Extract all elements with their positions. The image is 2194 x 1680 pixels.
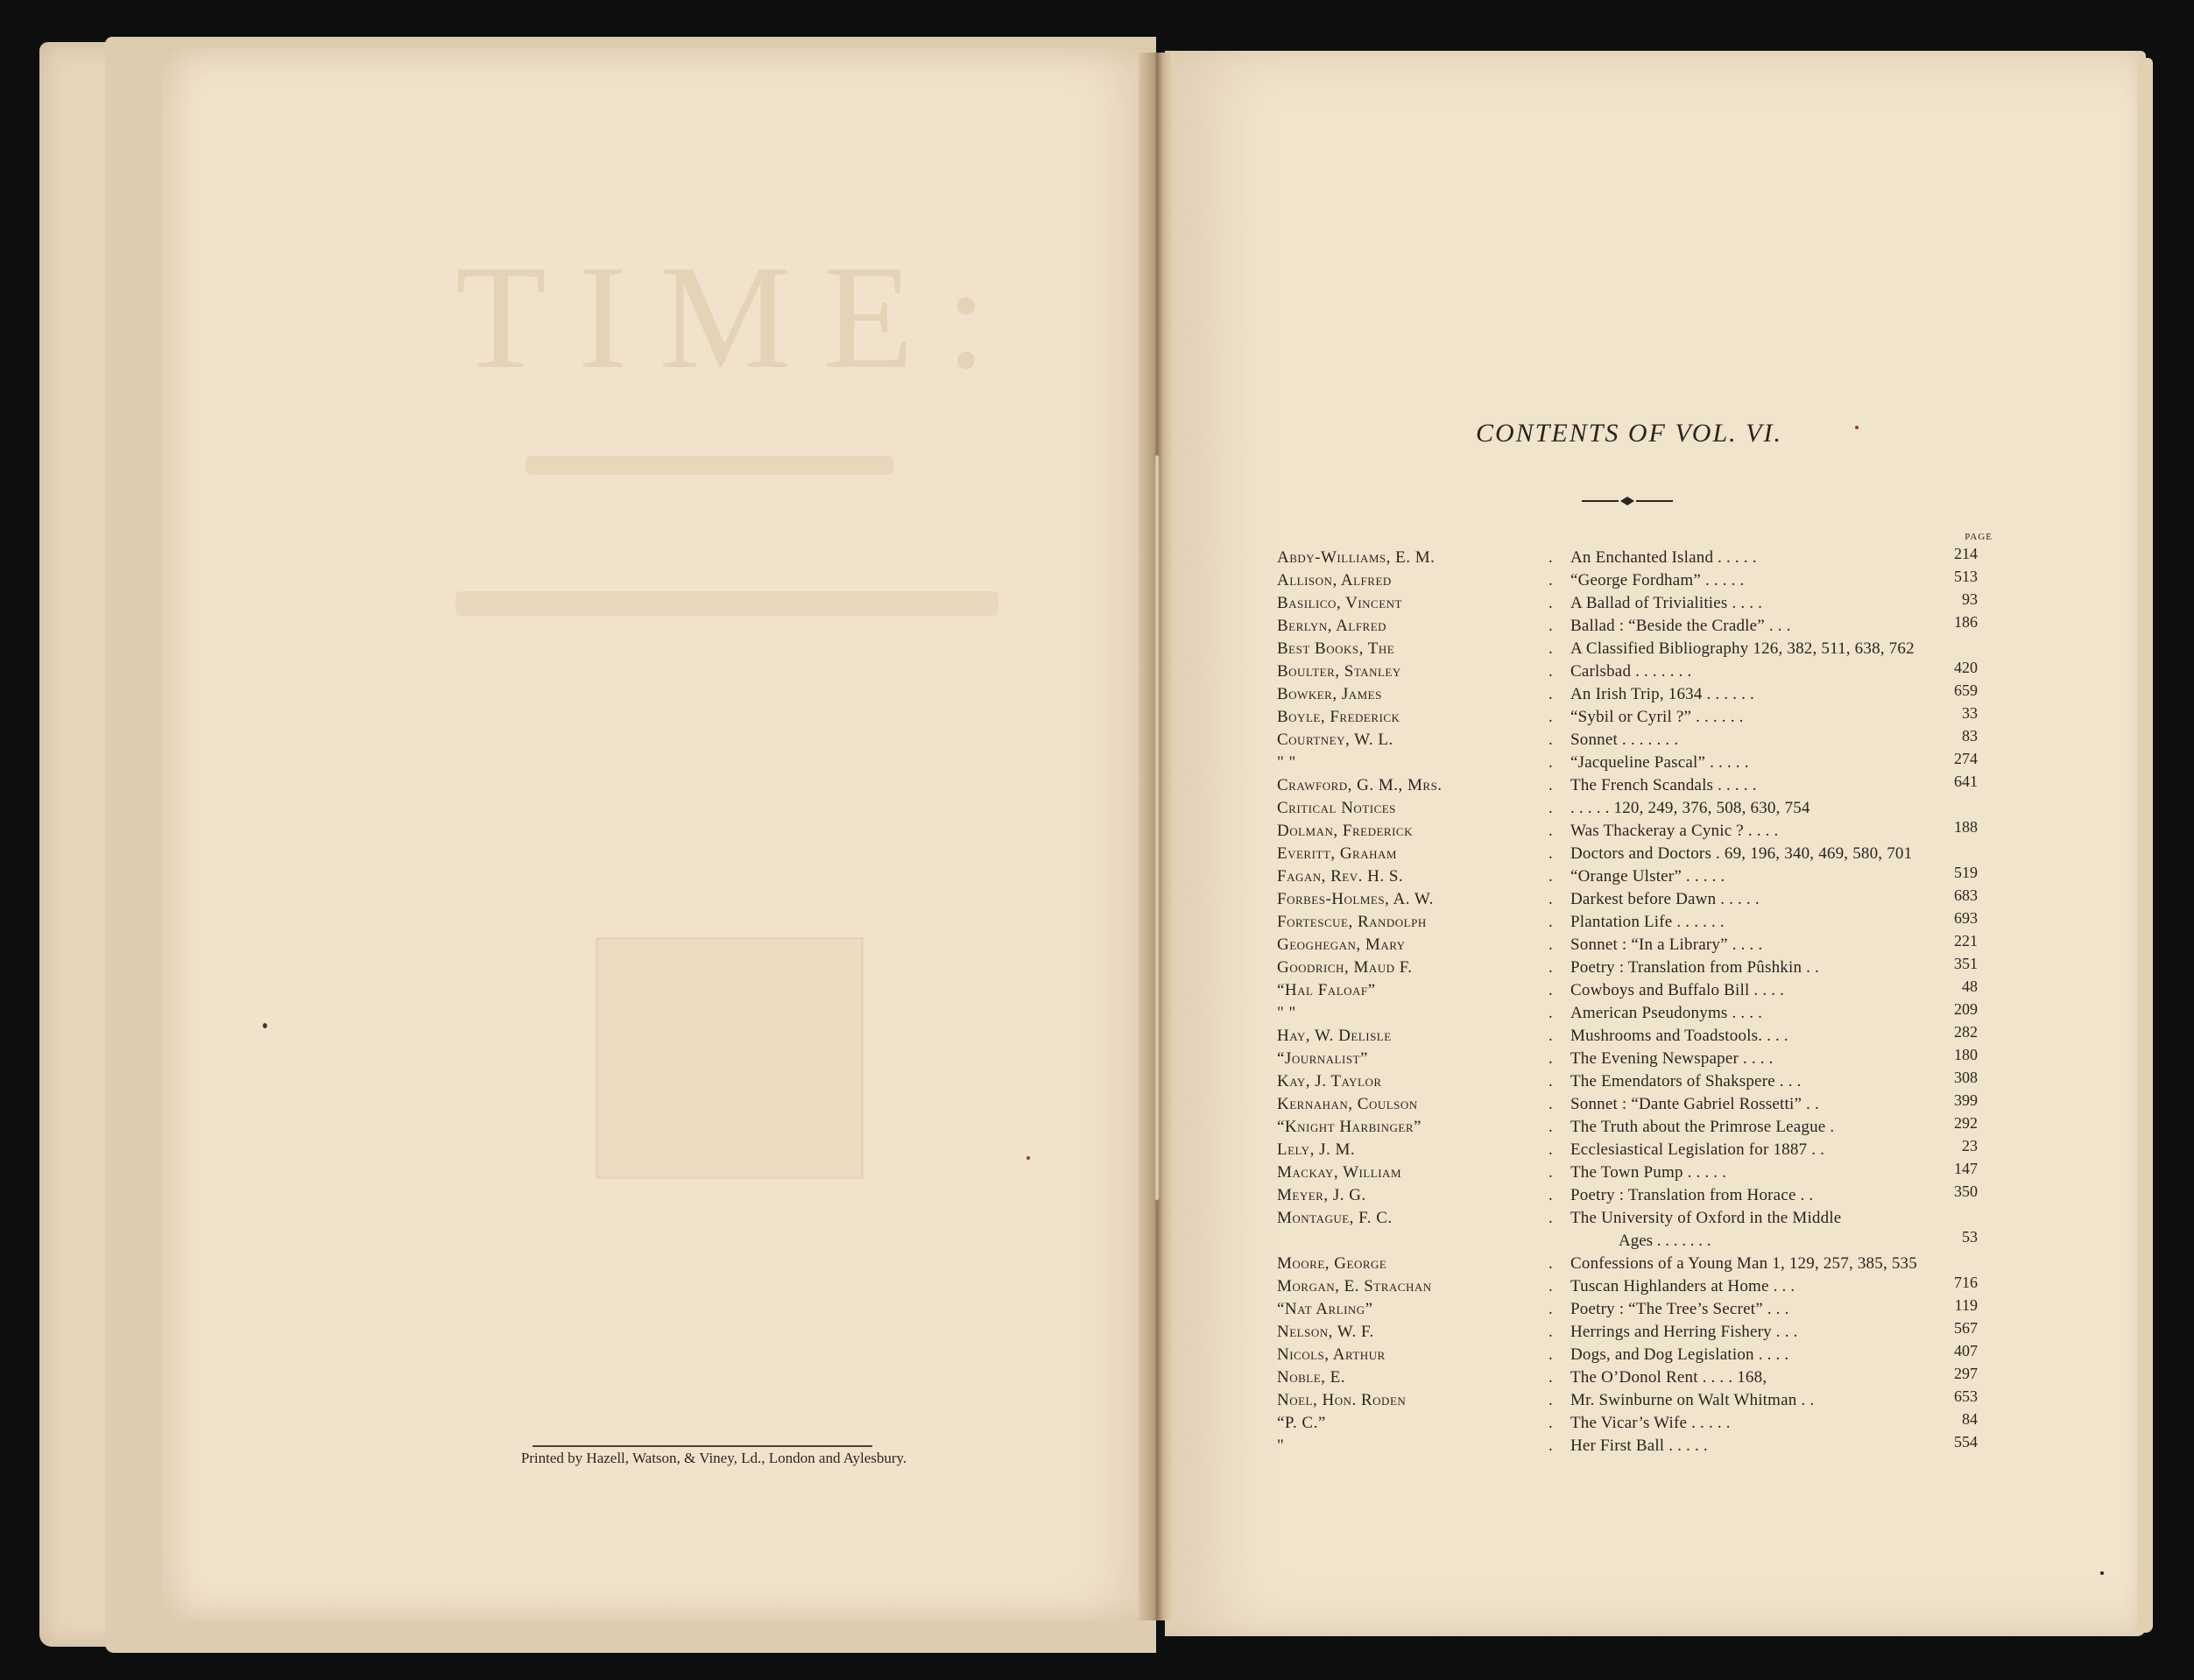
entry-separator-dot: . — [1548, 867, 1553, 886]
paper-speck — [1026, 1156, 1030, 1160]
entry-author: Courtney, W. L. — [1277, 731, 1393, 749]
entry-author: Boulter, Stanley — [1277, 662, 1401, 681]
entry-separator-dot: . — [1548, 1163, 1553, 1182]
entry-title: An Enchanted Island . . . . . — [1570, 548, 1757, 567]
entry-author: Mackay, William — [1277, 1163, 1402, 1182]
entry-title: Tuscan Highlanders at Home . . . — [1570, 1277, 1795, 1295]
entry-title: The Town Pump . . . . . — [1570, 1163, 1727, 1182]
entry-title: Plantation Life . . . . . . — [1570, 913, 1725, 931]
entry-title: Doctors and Doctors . 69, 196, 340, 469, 580, 701 — [1570, 844, 1913, 863]
entry-separator-dot: . — [1548, 822, 1553, 840]
entry-author: Noel, Hon. Roden — [1277, 1391, 1407, 1409]
entry-page-number: 420 — [1954, 659, 1978, 676]
entry-author: Kernahan, Coulson — [1277, 1095, 1418, 1113]
entry-page-number: 282 — [1954, 1023, 1978, 1041]
entry-title: The Evening Newspaper . . . . — [1570, 1049, 1774, 1068]
entry-author: Noble, E. — [1277, 1368, 1346, 1387]
entry-separator-dot: . — [1548, 776, 1553, 794]
entry-title: A Classified Bibliography 126, 382, 511, 638, 762 — [1570, 639, 1915, 658]
entry-separator-dot: . — [1548, 1004, 1553, 1022]
entry-author: " — [1277, 1436, 1285, 1455]
entry-separator-dot: . — [1548, 1254, 1553, 1273]
entry-page-number: 93 — [1962, 590, 1978, 608]
entry-author: Bowker, James — [1277, 685, 1382, 703]
paper-speck — [1855, 426, 1859, 429]
entry-separator-dot: . — [1548, 731, 1553, 749]
entry-separator-dot: . — [1548, 1140, 1553, 1159]
entry-page-number: 554 — [1954, 1433, 1978, 1451]
entry-title: The University of Oxford in the Middle — [1570, 1209, 1842, 1227]
entry-page-number: 214 — [1954, 545, 1978, 562]
entry-separator-dot: . — [1548, 1436, 1553, 1455]
page-column-label: PAGE — [1965, 532, 1993, 542]
entry-separator-dot: . — [1548, 1323, 1553, 1341]
entry-page-number: 186 — [1954, 613, 1978, 631]
entry-author: Critical Notices — [1277, 799, 1396, 817]
entry-author: Dolman, Frederick — [1277, 822, 1413, 840]
contents-entry — [1277, 1182, 1995, 1209]
entry-separator-dot: . — [1548, 548, 1553, 567]
paper-speck — [2100, 1571, 2104, 1575]
entry-title: “George Fordham” . . . . . — [1570, 571, 1745, 589]
contents-entry — [1277, 818, 1995, 844]
entry-page-number: 641 — [1954, 773, 1978, 790]
entry-author: “Hal Faloaf” — [1277, 981, 1376, 999]
entry-title: . . . . . 120, 249, 376, 508, 630, 754 — [1570, 799, 1810, 817]
entry-page-number: 147 — [1954, 1160, 1978, 1177]
contents-entry — [1277, 773, 1995, 799]
entry-separator-dot: . — [1548, 1414, 1553, 1432]
entry-author: Forbes-Holmes, A. W. — [1277, 890, 1434, 908]
entry-title: The Truth about the Primrose League . — [1570, 1118, 1835, 1136]
contents-entry — [1277, 613, 1995, 639]
entry-page-number: 659 — [1954, 681, 1978, 699]
entry-title: Ballad : “Beside the Cradle” . . . — [1570, 617, 1791, 635]
entry-separator-dot: . — [1548, 935, 1553, 954]
entry-author: " " — [1277, 753, 1296, 772]
entry-author: “Knight Harbinger” — [1277, 1118, 1422, 1136]
entry-separator-dot: . — [1548, 1027, 1553, 1045]
entry-title: Darkest before Dawn . . . . . — [1570, 890, 1760, 908]
entry-author: Boyle, Frederick — [1277, 708, 1400, 726]
entry-author: Abdy-Williams, E. M. — [1277, 548, 1436, 567]
entry-title-continuation: Ages . . . . . . . — [1619, 1232, 1711, 1250]
entry-page-number: 33 — [1962, 704, 1978, 722]
entry-author: Nelson, W. F. — [1277, 1323, 1374, 1341]
entry-title: The French Scandals . . . . . — [1570, 776, 1757, 794]
entry-page-number: 274 — [1954, 750, 1978, 767]
entry-title: Sonnet : “In a Library” . . . . — [1570, 935, 1763, 954]
entry-page-number: 23 — [1962, 1137, 1978, 1154]
entry-separator-dot: . — [1548, 1186, 1553, 1204]
entry-author: “P. C.” — [1277, 1414, 1326, 1432]
entry-author: Moore, George — [1277, 1254, 1387, 1273]
entry-separator-dot: . — [1548, 913, 1553, 931]
contents-heading: CONTENTS OF VOL. VI. — [1476, 419, 1782, 448]
entry-page-number: 567 — [1954, 1319, 1978, 1337]
entry-title: Poetry : Translation from Pûshkin . . — [1570, 958, 1819, 977]
entry-page-number: 297 — [1954, 1365, 1978, 1382]
entry-separator-dot: . — [1548, 1300, 1553, 1318]
entry-author: Allison, Alfred — [1277, 571, 1392, 589]
show-through-vignette — [596, 937, 864, 1179]
entry-title: Carlsbad . . . . . . . — [1570, 662, 1692, 681]
entry-title: The Emendators of Shakspere . . . — [1570, 1072, 1802, 1091]
entry-page-number: 48 — [1962, 978, 1978, 995]
entry-separator-dot: . — [1548, 1095, 1553, 1113]
contents-list — [1277, 545, 1995, 1459]
entry-page-number: 84 — [1962, 1410, 1978, 1428]
entry-author: Morgan, E. Strachan — [1277, 1277, 1432, 1295]
entry-title: Sonnet . . . . . . . — [1570, 731, 1679, 749]
entry-author: " " — [1277, 1004, 1296, 1022]
entry-title: Dogs, and Dog Legislation . . . . — [1570, 1345, 1789, 1364]
entry-title: The Vicar’s Wife . . . . . — [1570, 1414, 1731, 1432]
entry-author: “Nat Arling” — [1277, 1300, 1373, 1318]
entry-title: Cowboys and Buffalo Bill . . . . — [1570, 981, 1785, 999]
entry-page-number: 399 — [1954, 1091, 1978, 1109]
show-through-subtitle — [526, 455, 893, 475]
entry-author: Lely, J. M. — [1277, 1140, 1356, 1159]
entry-title: “Jacqueline Pascal” . . . . . — [1570, 753, 1749, 772]
entry-title: Poetry : “The Tree’s Secret” . . . — [1570, 1300, 1789, 1318]
contents-entry — [1277, 1433, 1995, 1459]
entry-separator-dot: . — [1548, 571, 1553, 589]
entry-page-number: 221 — [1954, 932, 1978, 949]
entry-separator-dot: . — [1548, 1118, 1553, 1136]
binding-thread — [1154, 455, 1160, 1200]
entry-page-number: 180 — [1954, 1046, 1978, 1063]
show-through-line — [455, 591, 998, 616]
entry-author: Geoghegan, Mary — [1277, 935, 1406, 954]
entry-page-number: 53 — [1962, 1228, 1978, 1246]
entry-title: “Orange Ulster” . . . . . — [1570, 867, 1725, 886]
entry-separator-dot: . — [1548, 1391, 1553, 1409]
printer-rule — [533, 1445, 872, 1447]
entry-separator-dot: . — [1548, 617, 1553, 635]
entry-title: A Ballad of Trivialities . . . . — [1570, 594, 1763, 612]
entry-page-number: 653 — [1954, 1387, 1978, 1405]
entry-title: An Irish Trip, 1634 . . . . . . — [1570, 685, 1754, 703]
entry-author: Berlyn, Alfred — [1277, 617, 1387, 635]
entry-author: Nicols, Arthur — [1277, 1345, 1386, 1364]
contents-entry — [1277, 1209, 1995, 1254]
entry-title: Confessions of a Young Man 1, 129, 257, 385, 535 — [1570, 1254, 1917, 1273]
entry-separator-dot: . — [1548, 708, 1553, 726]
entry-page-number: 407 — [1954, 1342, 1978, 1359]
entry-author: Kay, J. Taylor — [1277, 1072, 1382, 1091]
entry-author: Fortescue, Randolph — [1277, 913, 1427, 931]
entry-title: Ecclesiastical Legislation for 1887 . . — [1570, 1140, 1825, 1159]
ornament-divider-icon — [1582, 496, 1673, 506]
entry-author: Best Books, The — [1277, 639, 1395, 658]
entry-separator-dot: . — [1548, 890, 1553, 908]
entry-separator-dot: . — [1548, 662, 1553, 681]
entry-page-number: 351 — [1954, 955, 1978, 972]
entry-separator-dot: . — [1548, 1049, 1553, 1068]
entry-page-number: 292 — [1954, 1114, 1978, 1132]
entry-author: Basilico, Vincent — [1277, 594, 1402, 612]
show-through-title: TIME: — [455, 235, 1019, 399]
entry-separator-dot: . — [1548, 981, 1553, 999]
entry-author: Everitt, Graham — [1277, 844, 1397, 863]
entry-author: Goodrich, Maud F. — [1277, 958, 1413, 977]
entry-separator-dot: . — [1548, 753, 1553, 772]
entry-separator-dot: . — [1548, 1345, 1553, 1364]
entry-title: Sonnet : “Dante Gabriel Rossetti” . . — [1570, 1095, 1819, 1113]
entry-separator-dot: . — [1548, 1368, 1553, 1387]
entry-page-number: 188 — [1954, 818, 1978, 836]
entry-author: Hay, W. Delisle — [1277, 1027, 1392, 1045]
entry-title: American Pseudonyms . . . . — [1570, 1004, 1763, 1022]
entry-page-number: 209 — [1954, 1000, 1978, 1018]
entry-page-number: 308 — [1954, 1069, 1978, 1086]
entry-author: “Journalist” — [1277, 1049, 1368, 1068]
entry-page-number: 716 — [1954, 1274, 1978, 1291]
entry-separator-dot: . — [1548, 1072, 1553, 1091]
entry-separator-dot: . — [1548, 1209, 1553, 1227]
entry-author: Crawford, G. M., Mrs. — [1277, 776, 1443, 794]
entry-author: Montague, F. C. — [1277, 1209, 1393, 1227]
entry-title: The O’Donol Rent . . . . 168, — [1570, 1368, 1767, 1387]
entry-title: Poetry : Translation from Horace . . — [1570, 1186, 1814, 1204]
entry-page-number: 519 — [1954, 864, 1978, 881]
entry-page-number: 693 — [1954, 909, 1978, 927]
entry-separator-dot: . — [1548, 639, 1553, 658]
entry-title: Was Thackeray a Cynic ? . . . . — [1570, 822, 1779, 840]
right-page-edge — [2137, 58, 2153, 1633]
entry-page-number: 119 — [1954, 1296, 1978, 1314]
entry-title: Herrings and Herring Fishery . . . — [1570, 1323, 1798, 1341]
entry-separator-dot: . — [1548, 958, 1553, 977]
entry-separator-dot: . — [1548, 844, 1553, 863]
entry-separator-dot: . — [1548, 1277, 1553, 1295]
entry-page-number: 350 — [1954, 1182, 1978, 1200]
entry-title: “Sybil or Cyril ?” . . . . . . — [1570, 708, 1744, 726]
entry-author: Meyer, J. G. — [1277, 1186, 1366, 1204]
entry-separator-dot: . — [1548, 685, 1553, 703]
entry-separator-dot: . — [1548, 799, 1553, 817]
paper-speck — [263, 1023, 267, 1028]
entry-author: Fagan, Rev. H. S. — [1277, 867, 1404, 886]
entry-title: Mr. Swinburne on Walt Whitman . . — [1570, 1391, 1815, 1409]
entry-page-number: 683 — [1954, 886, 1978, 904]
entry-page-number: 83 — [1962, 727, 1978, 745]
printer-imprint: Printed by Hazell, Watson, & Viney, Ld., London and Aylesbury. — [520, 1450, 907, 1466]
entry-title: Mushrooms and Toadstools. . . . — [1570, 1027, 1788, 1045]
entry-page-number: 513 — [1954, 568, 1978, 585]
entry-separator-dot: . — [1548, 594, 1553, 612]
entry-title: Her First Ball . . . . . — [1570, 1436, 1708, 1455]
